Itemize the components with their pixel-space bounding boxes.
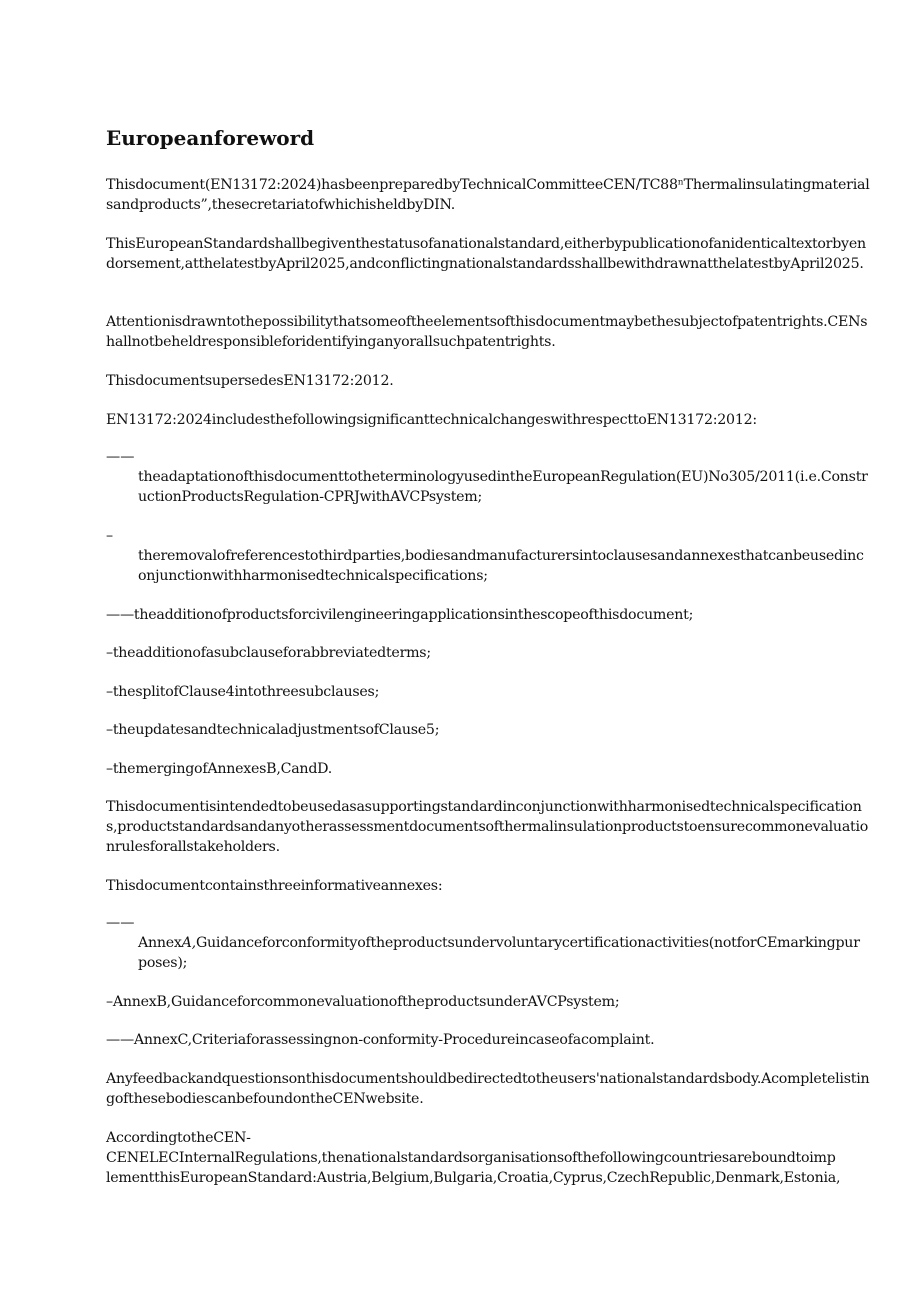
list-item-change-clause4-split: –thesplitofClause4intothreesubclauses; (106, 684, 380, 700)
annex-a-letter: A, (181, 935, 196, 951)
paragraph-prepared-by: Thisdocument(EN13172:2024)hasbeenpreparedbyTechnicalCommitteeCEN/TC88ⁿThermalinsulatingmaterialsandproducts”,thesecretariatofwhichisheldbyDIN. (106, 177, 870, 213)
regulations-line-1: AccordingtotheCEN- (106, 1130, 251, 1146)
list-item-change-abbreviated-terms: –theadditionofasubclauseforabbreviatedterms; (106, 645, 431, 661)
regulations-line-2: CENELECInternalRegulations,thenationalstandardsorganisationsofthefollowingcountriesareboundtoimp (106, 1150, 836, 1166)
annex-a-prefix: Annex (138, 935, 182, 951)
list-item-dash: —— (106, 449, 135, 465)
list-item-change-civil-engineering: ——theadditionofproductsforcivilengineeringapplicationsinthescopeofthisdocument; (106, 607, 694, 623)
paragraph-annexes-intro: Thisdocumentcontainsthreeinformativeannexes: (106, 878, 443, 894)
list-item-dash: —— (106, 915, 135, 931)
paragraph-status: ThisEuropeanStandardshallbegiventhestatusofanationalstandard,eitherbypublicationofanidenticaltextorbyendorsement,atthelatestbyApril2025,andconflictingnationalstandardsshallbewithdrawnatthelatestbyApril2025. (106, 236, 866, 272)
list-item-change-third-parties: theremovalofreferencestothirdparties,bodiesandmanufacturersintoclausesandannexesthatcanbeusedinconjunctionwithharmonisedtechnicalspecifications; (138, 548, 864, 584)
paragraph-cen-cenelec-regulations (106, 1128, 870, 1188)
page-title: Europeanforeword (106, 126, 315, 150)
regulations-line-3: lementthisEuropeanStandard:Austria,Belgium,Bulgaria,Croatia,Cyprus,CzechRepublic,Denmark,Estonia, (106, 1170, 841, 1186)
paragraph-changes-intro: EN13172:2024includesthefollowingsignificanttechnicalchangeswithrespecttoEN13172:2012: (106, 412, 757, 428)
list-item-change-terminology: theadaptationofthisdocumenttotheterminologyusedintheEuropeanRegulation(EU)No305/2011(i.e.ConstructionProductsRegulation-CPRJwithAVCPsystem; (138, 469, 868, 505)
annex-a-title: Guidanceforconformityoftheproductsundervoluntarycertificationactivities(notforCEmarkingpurposes); (138, 935, 860, 971)
list-item-dash: – (106, 528, 114, 544)
list-item-change-annex-merge: –themergingofAnnexesB,CandD. (106, 761, 333, 777)
list-item-change-clause5-updates: –theupdatesandtechnicaladjustmentsofClause5; (106, 722, 440, 738)
paragraph-feedback: Anyfeedbackandquestionsonthisdocumentshouldbedirectedtotheusers'nationalstandardsbody.AcompletelistingofthesebodiescanbefoundontheCENwebsite. (106, 1071, 870, 1107)
paragraph-supersedes: ThisdocumentsupersedesEN13172:2012. (106, 373, 394, 389)
list-item-annex-b: –AnnexB,GuidanceforcommonevaluationoftheproductsunderAVCPsystem; (106, 994, 620, 1010)
paragraph-patent-rights: Attentionisdrawntothepossibilitythatsomeoftheelementsofthisdocumentmaybethesubjectofpatentrights.CENshallnotbeheldresponsibleforidentifyinganyorallsuchpatentrights. (106, 314, 868, 350)
list-item-annex-c: ——AnnexC,Criteriaforassessingnon-conformity-Procedureincaseofacomplaint. (106, 1032, 655, 1048)
paragraph-intended-use: Thisdocumentisintendedtobeusedasasupportingstandardinconjunctionwithharmonisedtechnicalspecifications,productstandardsandanyotherassessmentdocumentsofthermalinsulationproductstoensurecommonevaluationrulesforallstakeholders. (106, 799, 869, 855)
list-item-annex-a (138, 933, 868, 973)
